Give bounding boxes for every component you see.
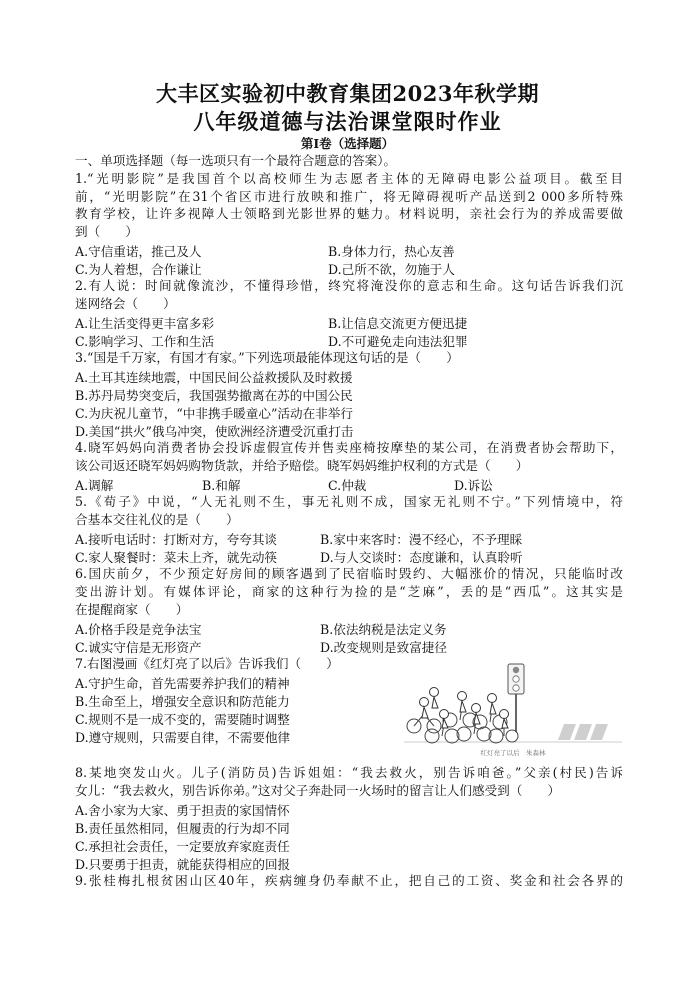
q6-option-a: A.价格手段是竞争法宝 bbox=[75, 622, 202, 637]
q7-stem-line: 7.右图漫画《红灯亮了以后》告诉我们（ ） bbox=[75, 656, 339, 671]
q1-stem-line: 到（ ） bbox=[75, 224, 138, 239]
q7-option-a: A.守护生命，首先需要养护我们的精神 bbox=[75, 676, 290, 691]
q2-option-a: A.让生活变得更丰富多彩 bbox=[75, 316, 215, 331]
q8-stem-line: 女儿：“我去救火，别告诉你弟。”这对父子奔赴同一火场时的留言让人们感受到（ ） bbox=[75, 783, 561, 798]
q8-option-c: C.承担社会责任，一定要放弃家庭责任 bbox=[75, 839, 290, 854]
q2-option-b: B.让信息交流更方便迅捷 bbox=[328, 316, 468, 331]
q4-option-a: A.调解 bbox=[75, 478, 114, 493]
q5-option-b: B.家中来客时：漫不经心，不予理睬 bbox=[320, 532, 523, 547]
q5-option-d: D.与人交谈时：态度谦和，认真聆听 bbox=[320, 550, 523, 565]
exam-title: 大丰区实验初中教育集团2023年秋学期 bbox=[156, 81, 539, 106]
q3-option-d: D.美国“拱火”俄乌冲突，使欧洲经济遭受沉重打击 bbox=[75, 424, 354, 439]
q7-option-b: B.生命至上，增强安全意识和防范能力 bbox=[75, 694, 290, 709]
q4-option-b: B.和解 bbox=[202, 478, 241, 493]
q2-option-d: D.不可避免走向违法犯罪 bbox=[328, 334, 468, 349]
q4-option-d: D.诉讼 bbox=[454, 478, 493, 493]
q2-stem-line: 迷网络会（ ） bbox=[75, 296, 176, 311]
q9-stem-line: 9.张桂梅扎根贫困山区40年，疾病缠身仍奉献不止，把自己的工资、奖金和社会各界的 bbox=[75, 873, 623, 888]
crosswalk-icon bbox=[558, 724, 608, 740]
cartoon-caption bbox=[481, 748, 547, 757]
q8-stem-line: 8.某地突发山火。儿子(消防员)告诉姐姐：“我去救火，别告诉咱爸。”父亲(村民)告诉 bbox=[75, 765, 623, 780]
q6-stem-line: 变出游计划。有媒体评论，商家的这种行为捡的是“芝麻”，丢的是“西瓜”。这其实是 bbox=[75, 584, 623, 599]
q1-stem-line: 教育学校，让许多视障人士领略到光影世界的魅力。材料说明，亲社会行为的养成需要做 bbox=[75, 206, 623, 221]
traffic-light-cartoon bbox=[404, 662, 622, 758]
q5-stem-line: 5.《荀子》中说，“人无礼则不生，事无礼则不成，国家无礼则不宁。”下列情境中，符 bbox=[75, 494, 623, 509]
q7-option-c: C.规则不是一成不变的，需要随时调整 bbox=[75, 712, 290, 727]
q6-stem-line: 在提醒商家（ ） bbox=[75, 602, 189, 617]
cartoon-caption-text: 红灯亮了以后 朱森林 bbox=[480, 749, 546, 757]
q5-stem-line: 合基本交往礼仪的是（ ） bbox=[75, 512, 239, 527]
q6-option-b: B.依法纳税是法定义务 bbox=[320, 622, 447, 637]
q4-stem-line: 4.晓军妈妈向消费者协会投诉虚假宣传并售卖座椅按摩垫的某公司，在消费者协会帮助下， bbox=[75, 440, 623, 455]
q6-option-c: C.诚实守信是无形资产 bbox=[75, 640, 202, 655]
q5-option-a: A.接听电话时：打断对方，夸夸其谈 bbox=[75, 532, 278, 547]
q6-option-d: D.改变规则是致富捷径 bbox=[320, 640, 447, 655]
q1-option-b: B.身体力行，热心友善 bbox=[328, 244, 455, 259]
q3-option-b: B.苏丹局势突变后，我国强势撤离在苏的中国公民 bbox=[75, 388, 353, 403]
q2-option-c: C.影响学习、工作和生活 bbox=[75, 334, 215, 349]
q2-stem-line: 2.有人说：时间就像流沙，不懂得珍惜，终究将淹没你的意志和生命。这句话告诉我们沉 bbox=[75, 278, 623, 293]
q3-option-a: A.土耳其连续地震，中国民间公益救援队及时救援 bbox=[75, 370, 353, 385]
exam-subtitle: 八年级道德与法治课堂限时作业 bbox=[193, 109, 502, 134]
traffic-light-icon bbox=[508, 664, 524, 732]
q3-option-c: C.为庆祝儿童节，“中非携手暖童心”活动在非举行 bbox=[75, 406, 353, 421]
q1-option-a: A.守信重诺，推己及人 bbox=[75, 244, 202, 259]
q5-option-c: C.家人聚餐时：菜未上齐，就先动筷 bbox=[75, 550, 278, 565]
q1-stem-line: 前，“光明影院”在31个省区市进行放映和推广，将无障碍视听产品送到2 000多所特殊 bbox=[75, 189, 623, 204]
q8-option-b: B.责任虽然相同，但履责的行为却不同 bbox=[75, 821, 290, 836]
q8-option-a: A.舍小家为大家、勇于担责的家国情怀 bbox=[75, 803, 290, 818]
section-heading: 一、单项选择题（每一选项只有一个最符合题意的答案）。 bbox=[75, 153, 397, 168]
q4-option-c: C.仲裁 bbox=[328, 478, 367, 493]
q6-stem-line: 6.国庆前夕，不少预定好房间的顾客遇到了民宿临时毁约、大幅涨价的情况，只能临时改 bbox=[75, 566, 623, 581]
q8-option-d: D.只要勇于担责，就能获得相应的回报 bbox=[75, 857, 291, 872]
volume-label: 第Ⅰ卷（选择题） bbox=[300, 136, 395, 151]
q1-option-d: D.己所不欲，勿施于人 bbox=[328, 262, 455, 277]
riders-icon bbox=[420, 688, 509, 729]
q1-stem-line: 1.“光明影院”是我国首个以高校师生为志愿者主体的无障碍电影公益项目。截至目 bbox=[75, 171, 623, 186]
q1-option-c: C.为人着想，合作谦让 bbox=[75, 262, 202, 277]
q3-stem-line: 3.“国是千万家，有国才有家。”下列选项最能体现这句话的是（ ） bbox=[75, 350, 459, 365]
q7-option-d: D.遵守规则，只需要自律，不需要他律 bbox=[75, 730, 291, 745]
q4-stem-line: 该公司返还晓军妈妈购物货款，并给予赔偿。晓军妈妈维护权利的方式是（ ） bbox=[75, 458, 529, 473]
